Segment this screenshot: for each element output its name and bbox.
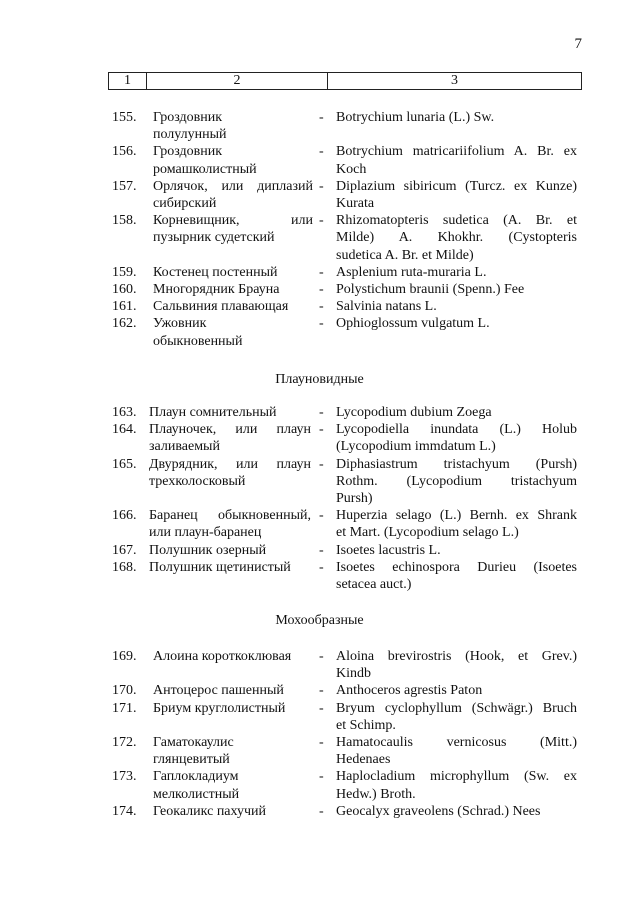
latin-name bbox=[336, 281, 577, 298]
russian-name bbox=[149, 421, 311, 455]
russian-name-line: Геокаликс пахучий bbox=[153, 803, 267, 819]
latin-name-line: Lycopodiella inundata (L.) Holub bbox=[336, 422, 577, 438]
russian-name-line: обыкновенный bbox=[153, 333, 243, 349]
russian-name-line: Плауночек, или плаун bbox=[149, 422, 311, 438]
russian-name-line: Корневищник, или bbox=[153, 213, 313, 229]
list-item bbox=[0, 559, 639, 593]
dash-separator: - bbox=[319, 735, 324, 750]
latin-name-line: Anthoceros agrestis Paton bbox=[336, 683, 483, 699]
list-item bbox=[0, 768, 639, 802]
latin-name bbox=[336, 298, 577, 315]
latin-name bbox=[336, 803, 577, 820]
dash-separator: - bbox=[319, 769, 324, 785]
entry-number: 174. bbox=[112, 803, 137, 819]
entry-number: 172. bbox=[112, 735, 137, 750]
dash-separator: - bbox=[319, 559, 324, 575]
russian-name-line: полулунный bbox=[153, 127, 227, 143]
latin-name-line: Pursh) bbox=[336, 491, 373, 506]
latin-name-line: Polystichum braunii (Spenn.) Fee bbox=[336, 282, 525, 297]
section-title-bryophytes: Мохообразные bbox=[275, 613, 364, 628]
russian-name bbox=[153, 143, 313, 177]
russian-name bbox=[149, 404, 311, 421]
latin-name bbox=[336, 734, 577, 768]
latin-name-line: Ophioglossum vulgatum L. bbox=[336, 316, 490, 332]
entry-number: 162. bbox=[112, 316, 137, 332]
list-item bbox=[0, 682, 639, 699]
latin-name bbox=[336, 559, 577, 593]
latin-name-line: Botrychium lunaria (L.) Sw. bbox=[336, 110, 495, 125]
russian-name-line: Многорядник Брауна bbox=[153, 282, 280, 297]
list-item bbox=[0, 421, 639, 455]
russian-name-line: Баранец обыкновенный, bbox=[149, 508, 311, 524]
latin-name bbox=[336, 178, 577, 212]
latin-name-line: et Schimp. bbox=[336, 717, 396, 733]
list-item bbox=[0, 212, 639, 264]
russian-name-line: глянцевитый bbox=[153, 752, 230, 768]
entry-number: 169. bbox=[112, 649, 137, 664]
latin-name-line: Isoetes echinospora Durieu (Isoetes bbox=[336, 559, 577, 575]
entry-number: 160. bbox=[112, 282, 137, 297]
dash-separator: - bbox=[319, 508, 324, 524]
russian-name-line: Полушник щетинистый bbox=[149, 559, 291, 575]
dash-separator: - bbox=[319, 405, 324, 420]
list-item bbox=[0, 298, 639, 315]
russian-name-line: ромашколистный bbox=[153, 161, 257, 177]
header-col-2: 2 bbox=[147, 73, 328, 90]
russian-name bbox=[153, 803, 313, 820]
section-title-lycopods: Плауновидные bbox=[275, 372, 364, 387]
russian-name bbox=[149, 559, 311, 576]
russian-name bbox=[149, 456, 311, 490]
russian-name-line: трехколосковый bbox=[149, 473, 246, 489]
latin-name bbox=[336, 542, 577, 559]
russian-name-line: Гаматокаулис bbox=[153, 735, 234, 750]
latin-name bbox=[336, 404, 577, 421]
russian-name bbox=[153, 700, 313, 717]
latin-name bbox=[336, 143, 577, 177]
latin-name-line: Aloina brevirostris (Hook, et Grev.) bbox=[336, 649, 577, 664]
list-item bbox=[0, 281, 639, 298]
header-col-3: 3 bbox=[328, 73, 582, 90]
dash-separator: - bbox=[319, 542, 324, 558]
latin-name-line: Diplazium sibiricum (Turcz. ex Kunze) bbox=[336, 178, 577, 194]
list-item bbox=[0, 507, 639, 541]
latin-name-line: Koch bbox=[336, 161, 367, 177]
latin-name-line: Huperzia selago (L.) Bernh. ex Shrank bbox=[336, 508, 577, 524]
dash-separator: - bbox=[319, 649, 324, 664]
latin-name-line: Bryum cyclophyllum (Schwägr.) Bruch bbox=[336, 700, 577, 716]
russian-name-line: Орлячок, или диплазий bbox=[153, 178, 313, 194]
russian-name-line: Гроздовник bbox=[153, 144, 223, 160]
entry-number: 163. bbox=[112, 405, 137, 420]
russian-name-line: Алоина короткоклювая bbox=[153, 649, 292, 664]
russian-name-line: Двурядник, или плаун bbox=[149, 456, 311, 472]
latin-name-line: Salvinia natans L. bbox=[336, 299, 437, 315]
list-item bbox=[0, 542, 639, 559]
dash-separator: - bbox=[319, 456, 324, 472]
latin-name bbox=[336, 456, 577, 508]
dash-separator: - bbox=[319, 213, 324, 229]
entry-number: 161. bbox=[112, 299, 137, 315]
entry-number: 159. bbox=[112, 264, 137, 280]
russian-name-line: заливаемый bbox=[149, 439, 220, 455]
list-item bbox=[0, 456, 639, 508]
list-item bbox=[0, 700, 639, 734]
russian-name-line: мелколистный bbox=[153, 786, 240, 802]
russian-name-line: Антоцерос пашенный bbox=[153, 683, 284, 699]
list-item bbox=[0, 803, 639, 820]
russian-name-line: Ужовник bbox=[153, 316, 207, 332]
entry-number: 158. bbox=[112, 213, 137, 229]
russian-name bbox=[153, 315, 313, 349]
entry-number: 165. bbox=[112, 456, 137, 472]
latin-name bbox=[336, 507, 577, 541]
latin-name bbox=[336, 648, 577, 682]
russian-name bbox=[153, 298, 313, 315]
latin-name-line: Kurata bbox=[336, 196, 375, 211]
page-number: 7 bbox=[574, 36, 582, 52]
latin-name bbox=[336, 212, 577, 264]
latin-name bbox=[336, 768, 577, 802]
latin-name-line: Hedenaes bbox=[336, 752, 391, 768]
dash-separator: - bbox=[319, 264, 324, 280]
latin-name bbox=[336, 264, 577, 281]
latin-name bbox=[336, 315, 577, 332]
list-item bbox=[0, 315, 639, 349]
russian-name-line: Сальвиния плавающая bbox=[153, 299, 289, 315]
latin-name bbox=[336, 700, 577, 734]
entry-number: 173. bbox=[112, 769, 137, 785]
russian-name-line: сибирский bbox=[153, 196, 217, 211]
list-item bbox=[0, 404, 639, 421]
russian-name-line: Плаун сомнительный bbox=[149, 405, 277, 420]
russian-name bbox=[149, 542, 311, 559]
dash-separator: - bbox=[319, 422, 324, 438]
russian-name bbox=[153, 264, 313, 281]
russian-name bbox=[153, 648, 313, 665]
dash-separator: - bbox=[319, 144, 324, 160]
column-header-table bbox=[108, 72, 582, 90]
list-item bbox=[0, 734, 639, 768]
dash-separator: - bbox=[319, 178, 324, 194]
latin-name-line: Rothm. (Lycopodium tristachyum bbox=[336, 473, 577, 489]
header-col-1: 1 bbox=[109, 73, 147, 90]
list-item bbox=[0, 143, 639, 177]
dash-separator: - bbox=[319, 316, 324, 332]
entry-number: 166. bbox=[112, 508, 137, 524]
list-item bbox=[0, 264, 639, 281]
latin-name bbox=[336, 682, 577, 699]
latin-name bbox=[336, 109, 577, 126]
russian-name bbox=[153, 178, 313, 212]
latin-name bbox=[336, 421, 577, 455]
russian-name bbox=[153, 682, 313, 699]
list-item bbox=[0, 648, 639, 682]
latin-name-line: Rhizomatopteris sudetica (A. Br. et bbox=[336, 213, 577, 229]
latin-name-line: sudetica A. Br. et Milde) bbox=[336, 247, 474, 263]
entry-number: 168. bbox=[112, 559, 137, 575]
latin-name-line: Diphasiastrum tristachyum (Pursh) bbox=[336, 456, 577, 472]
latin-name-line: setacea auct.) bbox=[336, 577, 412, 592]
latin-name-line: Milde) A. Khokhr. (Cystopteris bbox=[336, 230, 577, 246]
latin-name-line: et Mart. (Lycopodium selago L.) bbox=[336, 525, 519, 541]
entry-number: 164. bbox=[112, 422, 137, 438]
latin-name-line: Hamatocaulis vernicosus (Mitt.) bbox=[336, 735, 577, 750]
entry-number: 167. bbox=[112, 542, 137, 558]
russian-name-line: Гроздовник bbox=[153, 110, 223, 125]
list-item bbox=[0, 109, 639, 143]
russian-name bbox=[153, 768, 313, 802]
russian-name-line: Гаплокладиум bbox=[153, 769, 239, 785]
dash-separator: - bbox=[319, 700, 324, 716]
dash-separator: - bbox=[319, 683, 324, 699]
latin-name-line: Geocalyx graveolens (Schrad.) Nees bbox=[336, 803, 541, 819]
entry-number: 156. bbox=[112, 144, 137, 160]
russian-name bbox=[149, 507, 311, 541]
russian-name-line: Бриум круглолистный bbox=[153, 700, 286, 716]
russian-name bbox=[153, 281, 313, 298]
latin-name-line: Haplocladium microphyllum (Sw. ex bbox=[336, 769, 577, 785]
latin-name-line: Botrychium matricariifolium A. Br. ex bbox=[336, 144, 577, 160]
dash-separator: - bbox=[319, 803, 324, 819]
dash-separator: - bbox=[319, 110, 324, 125]
entry-number: 155. bbox=[112, 110, 137, 125]
russian-name-line: или плаун-баранец bbox=[149, 525, 262, 541]
russian-name-line: Костенец постенный bbox=[153, 264, 278, 280]
latin-name-line: Hedw.) Broth. bbox=[336, 786, 416, 802]
russian-name bbox=[153, 212, 313, 246]
latin-name-line: Asplenium ruta-muraria L. bbox=[336, 264, 487, 280]
entry-number: 171. bbox=[112, 700, 137, 716]
russian-name-line: Полушник озерный bbox=[149, 542, 267, 558]
russian-name bbox=[153, 109, 313, 143]
russian-name bbox=[153, 734, 313, 768]
latin-name-line: Lycopodium dubium Zoega bbox=[336, 405, 492, 420]
list-item bbox=[0, 178, 639, 212]
dash-separator: - bbox=[319, 299, 324, 315]
entry-number: 170. bbox=[112, 683, 137, 699]
latin-name-line: Isoetes lacustris L. bbox=[336, 542, 441, 558]
entry-number: 157. bbox=[112, 178, 137, 194]
dash-separator: - bbox=[319, 282, 324, 297]
latin-name-line: Kindb bbox=[336, 666, 371, 682]
russian-name-line: пузырник судетский bbox=[153, 230, 275, 246]
latin-name-line: (Lycopodium immdatum L.) bbox=[336, 439, 496, 455]
